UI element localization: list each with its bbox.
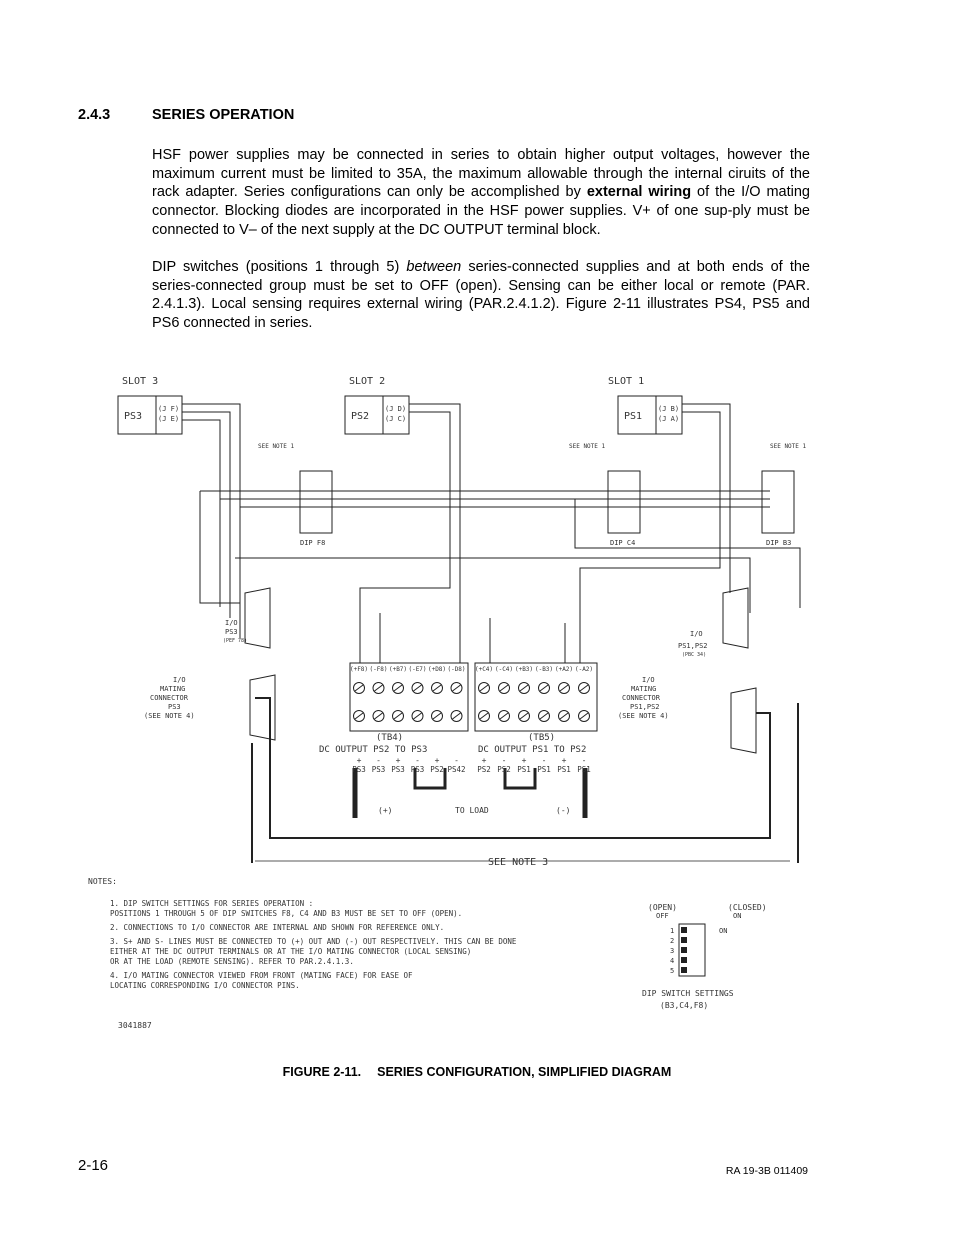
dc-output-ps2-ps3: DC OUTPUT PS2 TO PS3 — [319, 745, 428, 755]
section-title: SERIES OPERATION — [152, 107, 295, 123]
terminal-label: (+B3) — [514, 666, 534, 673]
dc-output-ps1-ps2: DC OUTPUT PS1 TO PS2 — [478, 745, 587, 755]
ps3-pin-a: (J F) — [158, 405, 180, 413]
load-plus-label: (+) — [378, 806, 393, 815]
note-line: 3. S+ AND S- LINES MUST BE CONNECTED TO (+) OUT AND (-) OUT RESPECTIVELY. THIS CAN BE DONE — [110, 937, 517, 946]
polarity-mark: + — [521, 756, 527, 765]
polarity-mark: + — [356, 756, 362, 765]
terminal-screw-slot — [394, 713, 402, 719]
dip-closed-label: (CLOSED) — [728, 903, 767, 912]
io-right-code: (PBC 34) — [682, 652, 707, 658]
terminal-screw-slot — [414, 685, 422, 691]
polarity-mark: - — [541, 756, 547, 765]
terminal-screw-slot — [540, 685, 548, 691]
note-line: 1. DIP SWITCH SETTINGS FOR SERIES OPERATION : — [110, 899, 314, 908]
terminal-screw-slot — [560, 713, 568, 719]
terminal-screw-slot — [500, 713, 508, 719]
ps2-label: PS2 — [351, 411, 370, 422]
terminal-screw-slot — [580, 713, 588, 719]
ps-designation: PS3 — [410, 765, 425, 774]
see-note-1-label: SEE NOTE 1 — [569, 443, 606, 450]
dip-b3-box — [762, 471, 794, 533]
mating-right-line: (SEE NOTE 4) — [618, 712, 669, 720]
ps3-pin-b: (J E) — [158, 415, 180, 423]
terminal-screw-slot — [540, 713, 548, 719]
series-wiring-diagram — [80, 368, 810, 1048]
io-left-code: (PEF 78) — [223, 638, 248, 644]
caption-number: FIGURE 2-11. — [282, 1065, 362, 1079]
figure-caption — [0, 1065, 954, 1079]
document-id: RA 19-3B 011409 — [725, 1165, 808, 1177]
polarity-mark: - — [415, 756, 420, 765]
ps-designation: PS3 — [371, 765, 386, 774]
to-load-label: TO LOAD — [455, 806, 489, 815]
paragraph-dip-switches — [152, 258, 810, 333]
polarity-mark: - — [376, 756, 381, 765]
terminal-screw-slot — [433, 713, 441, 719]
mating-right-line: PS1,PS2 — [630, 703, 660, 711]
polarity-mark: - — [454, 756, 459, 765]
ps1-pin-a: (J B) — [658, 405, 680, 413]
terminal-label: (-A2) — [574, 666, 594, 673]
tb5-label: (TB5) — [528, 733, 556, 743]
dip-settings-sub: (B3,C4,F8) — [660, 1001, 709, 1010]
terminal-screw-slot — [480, 685, 488, 691]
terminal-label: (-E7) — [408, 666, 427, 673]
dip-settings-label: DIP SWITCH SETTINGS — [642, 989, 734, 998]
io-connector-ps12 — [723, 588, 748, 648]
dip-on-label: ON — [719, 927, 728, 935]
note-line: LOCATING CORRESPONDING I/O CONNECTOR PINS. — [110, 981, 300, 990]
tb4-label: (TB4) — [376, 733, 404, 743]
ps-designation: PS3 — [391, 765, 405, 774]
dip-on-label: ON — [733, 912, 742, 920]
terminal-label: (-C4) — [494, 666, 514, 673]
terminal-screw-slot — [480, 713, 488, 719]
io-left-ps: PS3 — [225, 628, 238, 636]
ps-designation: PS2 — [477, 765, 491, 774]
terminal-label: (-F8) — [369, 666, 388, 673]
ps2-pin-a: (J D) — [385, 405, 407, 413]
mating-left-line: (SEE NOTE 4) — [144, 712, 195, 720]
terminal-label: (+F8) — [349, 666, 369, 673]
dip-position-label: 5 — [670, 967, 675, 975]
terminal-screw-slot — [433, 685, 441, 691]
polarity-mark: + — [395, 756, 401, 765]
terminal-screw-slot — [414, 713, 422, 719]
ps-designation: PS42 — [447, 765, 466, 774]
note-line: 2. CONNECTIONS TO I/O CONNECTOR ARE INTERNAL AND SHOWN FOR REFERENCE ONLY. — [110, 923, 445, 932]
terminal-screw-slot — [355, 685, 363, 691]
ps-designation: PS1 — [537, 765, 551, 774]
mating-left-line: MATING — [160, 685, 186, 693]
terminal-label: (-D8) — [447, 666, 466, 673]
slot-1-label: SLOT 1 — [608, 376, 645, 387]
dip-f8-label: DIP F8 — [300, 539, 326, 547]
page-number: 2-16 — [78, 1157, 109, 1174]
load-minus-label: (-) — [556, 806, 571, 815]
notes-label: NOTES: — [88, 877, 117, 886]
ps3-label: PS3 — [124, 411, 143, 422]
dip-position-label: 2 — [670, 937, 675, 945]
polarity-mark: - — [581, 756, 587, 765]
paragraph-series-intro — [152, 146, 810, 240]
terminal-screw-slot — [580, 685, 588, 691]
dip-position-label: 1 — [670, 927, 675, 935]
terminal-label: (+C4) — [474, 666, 494, 673]
slot-2-label: SLOT 2 — [349, 376, 386, 387]
dip-position-label: 4 — [670, 957, 675, 965]
dip-c4-box — [608, 471, 640, 533]
polarity-mark: + — [481, 756, 487, 765]
note-line: EITHER AT THE DC OUTPUT TERMINALS OR AT THE I/O MATING CONNECTOR (LOCAL SENSING) — [110, 947, 472, 956]
ps2-pin-b: (J C) — [385, 415, 407, 423]
terminal-screw-slot — [560, 685, 568, 691]
paragraph-text: of the I/O mating connector. Blocking diodes are incorporated in the HSF power supplies. V+ of one sup-ply must be connected to V– of the next supply at the DC OUTPUT terminal block. — [152, 184, 810, 238]
terminal-screw-slot — [453, 685, 461, 691]
polarity-mark: + — [434, 756, 440, 765]
paragraph-text: DIP switches (positions 1 through 5) — [152, 259, 407, 275]
tb5-block — [475, 663, 597, 731]
ps-designation: PS3 — [352, 765, 366, 774]
mating-right-line: I/O — [642, 676, 655, 684]
terminal-label: (+D8) — [427, 666, 447, 673]
drawing-number: 3041887 — [118, 1021, 152, 1030]
terminal-screw-slot — [500, 685, 508, 691]
dip-c4-label: DIP C4 — [610, 539, 636, 547]
caption-title: SERIES CONFIGURATION, SIMPLIFIED DIAGRAM — [377, 1065, 672, 1079]
terminal-screw-slot — [355, 713, 363, 719]
dip-f8-box — [300, 471, 332, 533]
terminal-label: (-B3) — [534, 666, 554, 673]
mating-right-line: CONNECTOR — [622, 694, 660, 702]
terminal-screw-slot — [520, 685, 528, 691]
italic-text: between — [406, 259, 462, 275]
dip-switch-off — [681, 937, 687, 943]
terminal-screw-slot — [375, 713, 383, 719]
mating-left-line: I/O — [173, 676, 186, 684]
dip-switch-off — [681, 927, 687, 933]
ps-designation: PS2 — [497, 765, 511, 774]
ps-designation: PS1 — [517, 765, 531, 774]
io-right-label: I/O — [690, 630, 703, 638]
polarity-mark: + — [561, 756, 567, 765]
section-heading — [78, 107, 294, 123]
ps-designation: PS2 — [430, 765, 444, 774]
terminal-screw-slot — [453, 713, 461, 719]
io-connector-ps3 — [245, 588, 270, 648]
see-note-1-label: SEE NOTE 1 — [770, 443, 807, 450]
terminal-label: (+A2) — [554, 666, 574, 673]
note-line: OR AT THE LOAD (REMOTE SENSING). REFER TO PAR.2.4.1.3. — [110, 957, 354, 966]
dip-off-label: OFF — [656, 912, 669, 920]
dip-b3-label: DIP B3 — [766, 539, 792, 547]
dip-switch-off — [681, 947, 687, 953]
terminal-label: (+B7) — [388, 666, 408, 673]
bold-text: external wiring — [586, 184, 692, 201]
io-left-label: I/O — [225, 619, 238, 627]
terminal-screw-slot — [394, 685, 402, 691]
note-line: POSITIONS 1 THROUGH 5 OF DIP SWITCHES F8, C4 AND B3 MUST BE SET TO OFF (OPEN). — [110, 909, 463, 918]
notes-list — [110, 899, 517, 990]
slot-3-label: SLOT 3 — [122, 376, 159, 387]
dip-switch-off — [681, 957, 687, 963]
terminal-screw-slot — [375, 685, 383, 691]
tb4-block — [350, 663, 468, 731]
note-line: 4. I/O MATING CONNECTOR VIEWED FROM FRONT (MATING FACE) FOR EASE OF — [110, 971, 413, 980]
mating-right-line: MATING — [631, 685, 657, 693]
paragraph-text: HSF power supplies may be connected in series to obtain higher output voltages, however the maximum current must be limited to 35A, the maximum allowable through the internal ciruits of the rack adapter. Series configurations can only be accomplished by — [152, 147, 810, 201]
io-right-ps: PS1,PS2 — [678, 642, 708, 650]
dip-open-label: (OPEN) — [648, 903, 677, 912]
see-note-1-label: SEE NOTE 1 — [258, 443, 295, 450]
ps-designation: PS1 — [557, 765, 571, 774]
paragraph-text: series-connected supplies and at both ends of the series-connected group must be set to OFF (open). Sensing can be either local or remote (PAR. 2.4.1.3). Local sensing requires external wiring (PAR.2.4.1.2). Figure 2-11 illustrates PS4, PS5 and PS6 connected in series. — [152, 259, 810, 332]
polarity-mark: - — [501, 756, 507, 765]
see-note-3-label: SEE NOTE 3 — [488, 857, 549, 868]
ps-designation: PS1 — [577, 765, 591, 774]
dip-switch-off — [681, 967, 687, 973]
dip-position-label: 3 — [670, 947, 675, 955]
mating-left-line: PS3 — [168, 703, 181, 711]
io-mating-ps3 — [250, 675, 275, 740]
ps1-pin-b: (J A) — [658, 415, 680, 423]
mating-left-line: CONNECTOR — [150, 694, 188, 702]
section-number: 2.4.3 — [78, 107, 111, 123]
terminal-screw-slot — [520, 713, 528, 719]
ps1-label: PS1 — [624, 411, 643, 422]
io-mating-ps12 — [731, 688, 756, 753]
